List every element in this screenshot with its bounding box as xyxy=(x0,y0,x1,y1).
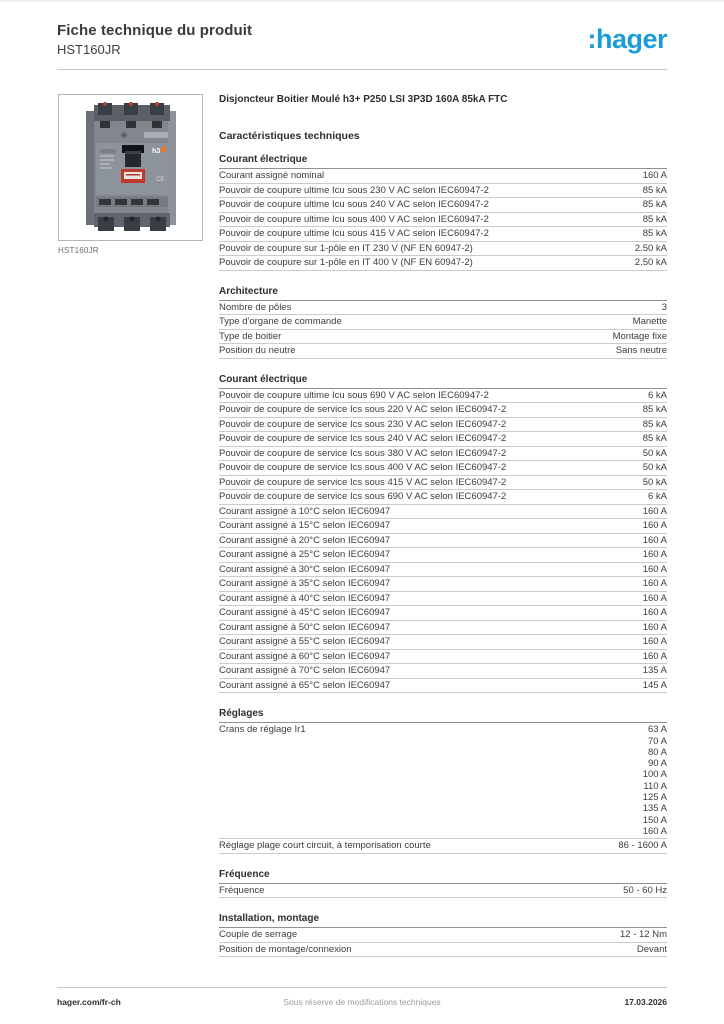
row-value xyxy=(643,186,667,197)
row-value-line: 160 A xyxy=(642,650,667,662)
table-row xyxy=(219,563,667,578)
row-value-line: 85 kA xyxy=(642,184,667,196)
row-label: Courant assigné à 40°C selon IEC60947 xyxy=(219,592,391,604)
table-row xyxy=(219,213,667,228)
table-row xyxy=(219,606,667,621)
row-label: Courant assigné à 45°C selon IEC60947 xyxy=(219,607,391,618)
section-title: Courant électrique xyxy=(219,374,667,389)
characteristics-section xyxy=(219,708,667,854)
row-label: Crans de réglage Ir1 xyxy=(219,724,306,735)
row-value xyxy=(643,550,667,561)
table-row xyxy=(219,943,667,958)
row-value xyxy=(637,945,667,956)
row-value xyxy=(643,405,667,416)
row-label: Courant assigné à 20°C selon IEC60947 xyxy=(219,534,391,546)
row-label: Pouvoir de coupure de service Ics sous 230 V AC selon IEC60947-2 xyxy=(219,418,507,430)
row-value-line: 12 - 12 Nm xyxy=(620,929,667,941)
table-row xyxy=(219,884,667,899)
row-label: Type de boitier xyxy=(219,330,282,342)
row-value xyxy=(643,681,667,692)
characteristics-section xyxy=(219,869,667,899)
row-value xyxy=(643,536,667,547)
table-row xyxy=(219,592,667,607)
row-label: Pouvoir de coupure ultime Icu sous 690 V AC selon IEC60947-2 xyxy=(219,389,489,401)
product-image-caption: HST160JR xyxy=(58,246,99,255)
row-value xyxy=(643,565,667,576)
row-value-line: 50 kA xyxy=(642,476,667,488)
table-row xyxy=(219,635,667,650)
row-label: Courant assigné à 25°C selon IEC60947 xyxy=(219,549,391,560)
row-label: Type d'organe de commande xyxy=(219,316,342,327)
row-value-line: 50 kA xyxy=(642,447,667,459)
row-value-line: 160 A xyxy=(642,592,667,604)
product-title: Disjoncteur Boitier Moulé h3+ P250 LSI 3P3D 160A 85kA FTC xyxy=(219,94,508,105)
table-row xyxy=(219,301,667,316)
row-label: Pouvoir de coupure de service Ics sous 400 V AC selon IEC60947-2 xyxy=(219,462,507,473)
row-value-line: 2.50 kA xyxy=(634,257,667,268)
product-figure xyxy=(58,94,203,255)
sections-list xyxy=(219,154,667,957)
table-row xyxy=(219,315,667,330)
row-value xyxy=(613,332,667,343)
row-value-line: 160 A xyxy=(642,549,667,560)
section-title: Architecture xyxy=(219,286,667,301)
section-title: Réglages xyxy=(219,708,667,723)
row-value-line: 85 kA xyxy=(642,433,667,444)
row-label: Pouvoir de coupure ultime Icu sous 415 V AC selon IEC60947-2 xyxy=(219,228,489,239)
section-title: Installation, montage xyxy=(219,913,667,928)
row-label: Pouvoir de coupure de service Ics sous 690 V AC selon IEC60947-2 xyxy=(219,491,507,502)
row-value xyxy=(648,391,667,402)
table-row xyxy=(219,432,667,447)
row-label: Courant assigné à 50°C selon IEC60947 xyxy=(219,621,391,633)
header-divider xyxy=(57,69,667,70)
row-value-line: 50 kA xyxy=(642,462,667,473)
row-value xyxy=(643,521,667,532)
table-row xyxy=(219,548,667,563)
row-value-line: Sans neutre xyxy=(615,345,667,356)
row-value-line: 135 A xyxy=(642,803,667,815)
row-label: Pouvoir de coupure ultime Icu sous 230 V AC selon IEC60947-2 xyxy=(219,184,489,196)
row-value-line: 85 kA xyxy=(642,199,667,210)
row-value-line: 160 A xyxy=(642,534,667,546)
table-row xyxy=(219,519,667,534)
row-value xyxy=(643,623,667,634)
section-title: Courant électrique xyxy=(219,154,667,169)
row-label: Pouvoir de coupure de service Ics sous 240 V AC selon IEC60947-2 xyxy=(219,433,507,444)
table-row xyxy=(219,476,667,491)
row-value-line: Devant xyxy=(636,943,667,955)
row-value xyxy=(616,346,667,357)
row-value xyxy=(620,930,667,941)
row-label: Nombre de pôles xyxy=(219,301,292,313)
row-value xyxy=(623,886,667,897)
main-content xyxy=(219,94,667,957)
table-row xyxy=(219,679,667,694)
row-label: Pouvoir de coupure sur 1-pôle en IT 230 V (NF EN 60947-2) xyxy=(219,242,473,254)
table-row xyxy=(219,344,667,359)
row-value-line: Manette xyxy=(632,316,667,327)
characteristics-section xyxy=(219,913,667,957)
circuit-breaker-image xyxy=(72,101,190,234)
row-value xyxy=(635,258,667,269)
row-value xyxy=(643,579,667,590)
row-value xyxy=(643,449,667,460)
row-label: Fréquence xyxy=(219,884,265,896)
table-row xyxy=(219,330,667,345)
row-value-line: 160 A xyxy=(642,520,667,531)
row-value xyxy=(643,608,667,619)
row-value xyxy=(643,507,667,518)
row-value-line: 125 A xyxy=(642,791,667,803)
row-label: Pouvoir de coupure de service Ics sous 415 V AC selon IEC60947-2 xyxy=(219,476,507,488)
table-row xyxy=(219,534,667,549)
row-value-line: 135 A xyxy=(642,665,667,676)
table-row xyxy=(219,169,667,184)
row-label: Courant assigné à 70°C selon IEC60947 xyxy=(219,665,391,676)
row-value xyxy=(643,652,667,663)
table-row xyxy=(219,461,667,476)
footer-website: hager.com/fr-ch xyxy=(57,997,121,1007)
row-value-line: 50 - 60 Hz xyxy=(623,884,667,896)
footer-date: 17.03.2026 xyxy=(624,997,667,1007)
row-value-line: 3 xyxy=(661,301,667,313)
row-label: Courant assigné à 30°C selon IEC60947 xyxy=(219,563,391,575)
row-label: Pouvoir de coupure ultime Icu sous 400 V AC selon IEC60947-2 xyxy=(219,213,489,225)
row-value xyxy=(643,594,667,605)
row-value-line: 6 kA xyxy=(647,389,667,401)
row-label: Pouvoir de coupure de service Ics sous 380 V AC selon IEC60947-2 xyxy=(219,447,507,459)
row-label: Pouvoir de coupure de service Ics sous 220 V AC selon IEC60947-2 xyxy=(219,404,507,415)
row-value-line: 2.50 kA xyxy=(634,242,667,254)
table-row xyxy=(219,650,667,665)
row-value-line: Montage fixe xyxy=(612,330,667,342)
svg-text:h3: h3 xyxy=(151,148,160,155)
row-value-line: 80 A xyxy=(647,746,667,758)
table-row xyxy=(219,198,667,213)
row-label: Courant assigné à 35°C selon IEC60947 xyxy=(219,578,391,589)
row-value xyxy=(643,229,667,240)
row-value-line: 150 A xyxy=(642,814,667,826)
table-row xyxy=(219,577,667,592)
row-value-line: 85 kA xyxy=(642,213,667,225)
row-label: Courant assigné à 65°C selon IEC60947 xyxy=(219,679,391,691)
row-value-line: 160 A xyxy=(642,636,667,647)
table-row xyxy=(219,723,667,839)
row-label: Couple de serrage xyxy=(219,929,298,941)
row-value xyxy=(643,420,667,431)
characteristics-section xyxy=(219,374,667,694)
row-value-line: 86 - 1600 A xyxy=(618,840,667,852)
header xyxy=(57,22,667,57)
characteristics-section xyxy=(219,154,667,271)
row-label: Position de montage/connexion xyxy=(219,943,352,955)
table-row xyxy=(219,389,667,404)
row-value xyxy=(643,463,667,474)
row-label: Courant assigné à 15°C selon IEC60947 xyxy=(219,520,391,531)
row-value xyxy=(643,666,667,677)
row-label: Courant assigné à 60°C selon IEC60947 xyxy=(219,650,391,662)
row-value xyxy=(643,215,667,226)
footer-disclaimer: Sous réserve de modifications techniques xyxy=(283,997,441,1007)
row-value-line: 110 A xyxy=(643,780,667,792)
page-title: Fiche technique du produit xyxy=(57,22,253,39)
row-label: Courant assigné à 55°C selon IEC60947 xyxy=(219,636,391,647)
row-label: Position du neutre xyxy=(219,345,296,356)
table-row xyxy=(219,664,667,679)
table-row xyxy=(219,490,667,505)
row-value-line: 100 A xyxy=(642,769,667,781)
row-label: Pouvoir de coupure sur 1-pôle en IT 400 V (NF EN 60947-2) xyxy=(219,257,473,268)
row-value-line: 145 A xyxy=(642,679,667,691)
characteristics-section xyxy=(219,286,667,359)
row-value xyxy=(643,171,667,182)
table-row xyxy=(219,403,667,418)
row-value xyxy=(635,244,667,255)
row-value-line: 70 A xyxy=(647,735,667,747)
row-label: Courant assigné nominal xyxy=(219,170,325,181)
table-row xyxy=(219,839,667,854)
row-value-line: 85 kA xyxy=(642,418,667,430)
table-row xyxy=(219,418,667,433)
row-value xyxy=(662,303,667,314)
row-value xyxy=(643,434,667,445)
row-value-line: 63 A xyxy=(647,724,667,735)
table-row xyxy=(219,928,667,943)
row-value-line: 160 A xyxy=(642,505,667,517)
table-row xyxy=(219,227,667,242)
row-label: Courant assigné à 10°C selon IEC60947 xyxy=(219,505,391,517)
row-value-line: 85 kA xyxy=(642,228,667,239)
row-value xyxy=(643,725,667,837)
hager-logo: :hager xyxy=(587,24,667,54)
section-title: Fréquence xyxy=(219,869,667,884)
row-label: Pouvoir de coupure ultime Icu sous 240 V AC selon IEC60947-2 xyxy=(219,199,489,210)
table-row xyxy=(219,621,667,636)
row-label: Réglage plage court circuit, à temporisation courte xyxy=(219,840,431,852)
table-row xyxy=(219,505,667,520)
row-value xyxy=(633,317,667,328)
row-value-line: 85 kA xyxy=(642,404,667,415)
row-value xyxy=(648,492,667,503)
row-value-line: 160 A xyxy=(642,621,667,633)
row-value xyxy=(643,200,667,211)
svg-text:CE: CE xyxy=(155,177,164,183)
table-row xyxy=(219,256,667,271)
table-row xyxy=(219,184,667,199)
row-value xyxy=(618,841,667,852)
table-row xyxy=(219,447,667,462)
characteristics-heading: Caractéristiques techniques xyxy=(219,130,360,142)
row-value-line: 160 A xyxy=(642,563,667,575)
row-value-line: 90 A xyxy=(647,758,667,770)
row-value-line: 160 A xyxy=(642,825,667,837)
footer-divider xyxy=(57,987,667,988)
row-value-line: 6 kA xyxy=(647,491,667,502)
row-value xyxy=(643,478,667,489)
row-value xyxy=(643,637,667,648)
row-value-line: 160 A xyxy=(642,170,667,181)
row-value-line: 160 A xyxy=(642,578,667,589)
product-reference: HST160JR xyxy=(57,42,121,57)
table-row xyxy=(219,242,667,257)
row-value-line: 160 A xyxy=(642,607,667,618)
product-image-frame xyxy=(58,94,203,241)
